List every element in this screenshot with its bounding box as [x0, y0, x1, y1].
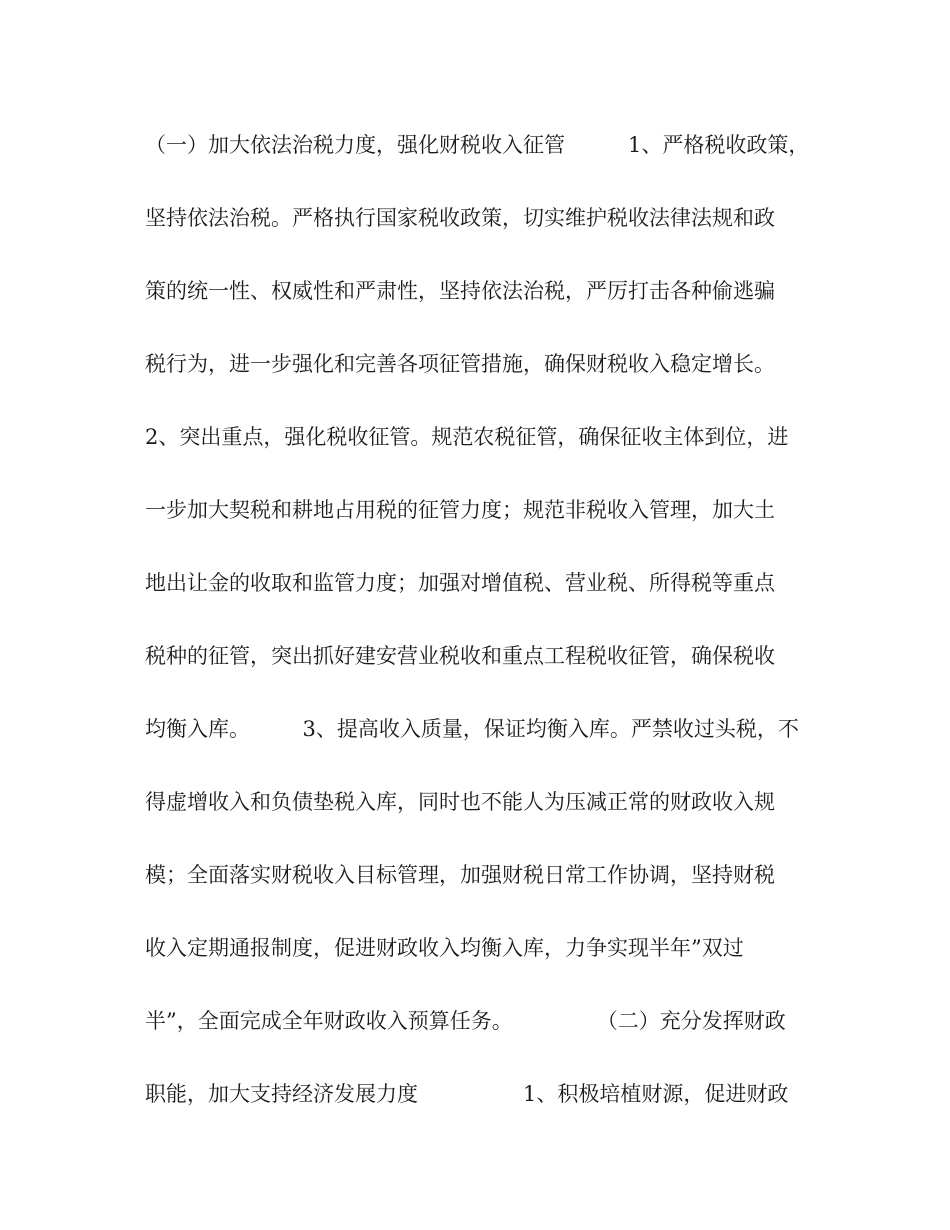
text-line: 税行为，进一步强化和完善各项征管措施，确保财税收入稳定增长。 — [145, 352, 775, 376]
text-line: 收入定期通报制度，促进财政收入均衡入库，力争实现半年”双过 — [145, 936, 744, 960]
text-line: 税种的征管，突出抓好建安营业税收和重点工程税收征管，确保税收 — [145, 644, 775, 668]
text-line: 坚持依法治税。严格执行国家税收政策，切实维护税收法律法规和政 — [145, 206, 775, 230]
text-line: 半”，全面完成全年财政收入预算任务。 （二）充分发挥财政 — [145, 1009, 786, 1033]
text-line: 2、突出重点，强化税收征管。规范农税征管，确保征收主体到位，进 — [145, 425, 789, 449]
text-line: 得虚增收入和负债垫税入库，同时也不能人为压减正常的财政收入规 — [145, 790, 775, 814]
text-line: 一步加大契税和耕地占用税的征管力度；规范非税收入管理，加大土 — [145, 498, 775, 522]
text-line: 职能，加大支持经济发展力度 1、积极培植财源，促进财政 — [145, 1082, 789, 1106]
text-line: （一）加大依法治税力度，强化财税收入征管 1、严格税收政策， — [145, 133, 810, 157]
text-line: 模；全面落实财税收入目标管理，加强财税日常工作协调，坚持财税 — [145, 863, 775, 887]
text-line: 均衡入库。 3、提高收入质量，保证均衡入库。严禁收过头税，不 — [145, 717, 799, 741]
body-text — [145, 122, 810, 1144]
text-line: 地出让金的收取和监管力度；加强对增值税、营业税、所得税等重点 — [145, 571, 775, 595]
text-line: 策的统一性、权威性和严肃性，坚持依法治税，严厉打击各种偷逃骗 — [145, 279, 775, 303]
